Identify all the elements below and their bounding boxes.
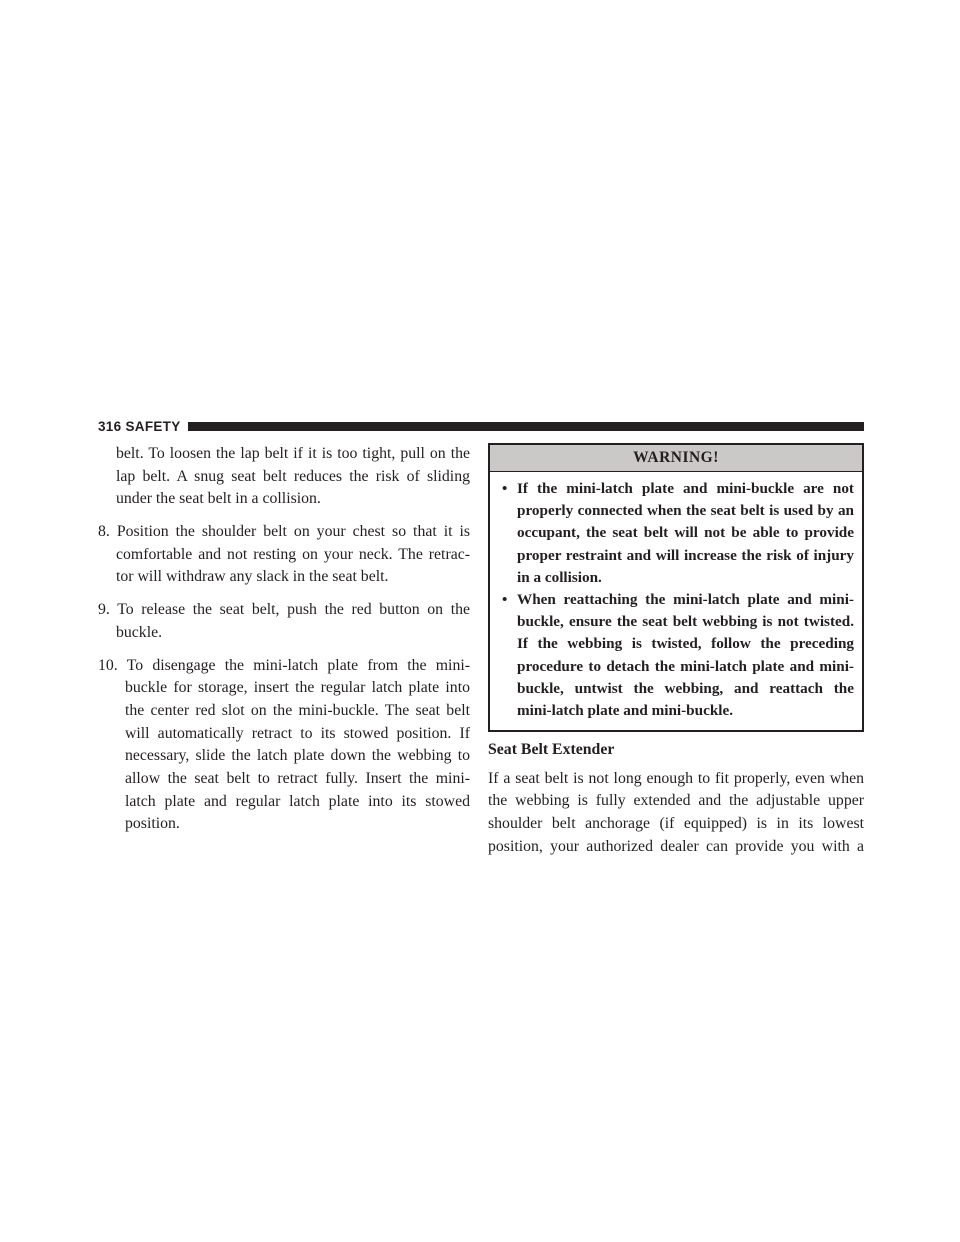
text-line: in a collision.	[517, 568, 602, 586]
step-9	[98, 599, 470, 644]
step-8	[98, 521, 470, 589]
text-line: position.	[125, 815, 180, 833]
text-line: necessary, slide the latch plate down the webbing to	[125, 747, 470, 765]
text-line: mini-latch plate and mini-buckle.	[517, 701, 734, 719]
text-line: occupant, the seat belt will not be able to provide	[517, 524, 854, 542]
text-line: To disengage the mini-latch plate from the mini-	[126, 656, 470, 674]
text-line: If a seat belt is not long enough to fit properly, even when	[488, 769, 864, 787]
text-line: Position the shoulder belt on your chest so that it is	[116, 523, 471, 541]
text-line: proper restraint and will increase the risk of injury	[517, 546, 854, 564]
step-number: 10.	[98, 656, 118, 674]
text-line: buckle.	[116, 623, 163, 641]
left-column	[98, 443, 470, 836]
text-line: If the webbing is twisted, follow the preceding	[517, 635, 854, 653]
continuation-paragraph	[98, 443, 470, 511]
page-number-section: 316 SAFETY	[98, 419, 181, 434]
text-line: belt. To loosen the lap belt if it is too tight, pull on the	[116, 445, 470, 462]
text-line: under the seat belt in a collision.	[116, 490, 321, 508]
warning-bullet-1	[502, 478, 854, 589]
section-heading: Seat Belt Extender	[488, 741, 615, 759]
text-line: buckle, ensure the seat belt webbing is not twisted.	[517, 613, 854, 631]
step-number: 9.	[98, 601, 110, 619]
warning-bullet-2	[502, 589, 854, 722]
right-column	[488, 443, 864, 859]
text-line: buckle, untwist the webbing, and reattach the	[517, 679, 854, 697]
extender-paragraph	[488, 768, 864, 859]
text-line: When reattaching the mini-latch plate and mini-	[517, 590, 854, 608]
text-line: the center red slot on the mini-buckle. The seat belt	[125, 701, 470, 719]
bullet-glyph: •	[502, 480, 508, 497]
header-rule	[188, 422, 864, 431]
text-line: tor will withdraw any slack in the seat belt.	[116, 568, 389, 586]
bullet-glyph: •	[502, 590, 508, 608]
text-line: shoulder belt anchorage (if equipped) is in its lowest	[488, 815, 864, 833]
text-line: lap belt. A snug seat belt reduces the risk of sliding	[116, 467, 470, 485]
text-line: latch plate and regular latch plate into its stowed	[125, 792, 470, 810]
warning-box	[488, 443, 864, 732]
text-line: properly connected when the seat belt is used by an	[517, 502, 854, 520]
text-line: position, your authorized dealer can provide you with a	[488, 837, 864, 855]
text-line: comfortable and not resting on your neck. The retrac-	[116, 545, 470, 563]
warning-title: WARNING!	[490, 445, 862, 472]
step-10	[98, 655, 470, 837]
text-line: To release the seat belt, push the red button on the	[117, 601, 470, 619]
text-line: allow the seat belt to retract fully. Insert the mini-	[125, 769, 470, 787]
warning-body	[490, 472, 862, 730]
text-line: will automatically retract to its stowed position. If	[125, 724, 470, 742]
step-number: 8.	[98, 523, 110, 541]
text-line: buckle for storage, insert the regular latch plate into	[125, 679, 470, 697]
text-line: If the mini-latch plate and mini-buckle are not	[517, 480, 854, 497]
text-line: the webbing is fully extended and the adjustable upper	[488, 792, 864, 810]
text-line: procedure to detach the mini-latch plate and mini-	[517, 657, 854, 675]
page-header	[98, 418, 864, 436]
